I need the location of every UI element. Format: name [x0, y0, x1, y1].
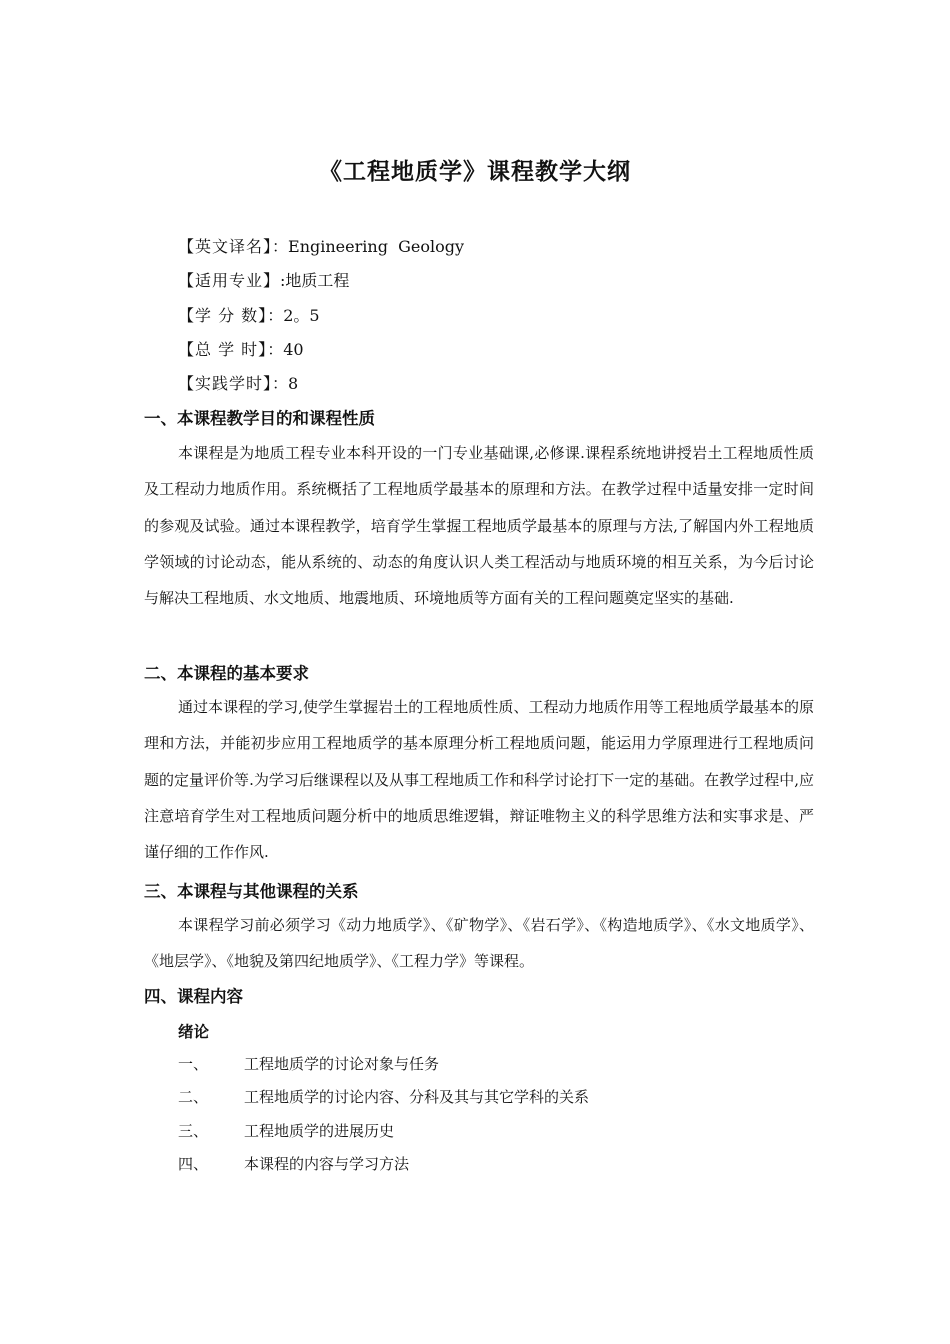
section-heading-requirements: 二、本课程的基本要求: [144, 664, 309, 683]
meta-value: 40: [283, 340, 304, 359]
meta-sep: :: [280, 271, 286, 290]
meta-major: [178, 270, 349, 292]
meta-value: Engineering Geology: [288, 237, 465, 256]
intro-heading: 绪论: [178, 1023, 210, 1041]
section-heading-relations: 三、本课程与其他课程的关系: [144, 882, 359, 901]
meta-total-hours: [178, 339, 304, 361]
item-text: 工程地质学的讨论内容、分科及其与其它学科的关系: [244, 1088, 590, 1106]
meta-sep: ：: [267, 340, 284, 359]
section-heading-content: 四、课程内容: [144, 987, 243, 1006]
item-number: 四、: [178, 1155, 209, 1173]
section-text-requirements: 通过本课程的学习,使学生掌握岩土的工程地质性质、工程动力地质作用等工程地质学最基本的原理和方法，并能初步应用工程地质学的基本原理分析工程地质问题，能运用力学原理进行工程地质问题的定量评价等.为学习后继课程以及从事工程地质工作和科学讨论打下一定的基础。在教学过程中,应注意培育学生对工程地质问题分析中的地质思维逻辑，辩证唯物主义的科学思维方法和实事求是、严谨仔细的工作作风.: [144, 698, 814, 862]
meta-sep: ：: [272, 237, 289, 256]
meta-value: 2。5: [283, 306, 320, 325]
meta-key: 【总 学 时】: [178, 340, 268, 359]
meta-key: 【英文译名】: [178, 237, 273, 256]
intro-item: [178, 1086, 589, 1108]
item-number: 一、: [178, 1055, 209, 1073]
intro-item: [178, 1120, 394, 1142]
item-text: 工程地质学的进展历史: [244, 1122, 395, 1140]
meta-value: 地质工程: [285, 271, 350, 290]
item-text: 工程地质学的讨论对象与任务: [244, 1055, 440, 1073]
meta-english-name: [178, 236, 464, 258]
meta-key: 【实践学时】: [178, 374, 273, 393]
meta-practice-hours: [178, 373, 298, 395]
section-text-purpose: 本课程是为地质工程专业本科开设的一门专业基础课,必修课.课程系统地讲授岩土工程地质性质及工程动力地质作用。系统概括了工程地质学最基本的原理和方法。在教学过程中适量安排一定时间的参观及试验。通过本课程教学，培育学生掌握工程地质学最基本的原理与方法,了解国内外工程地质学领域的讨论动态，能从系统的、动态的角度认识人类工程活动与地质环境的相互关系，为今后讨论与解决工程地质、水文地质、地震地质、环境地质等方面有关的工程问题奠定坚实的基础.: [144, 444, 814, 608]
item-text: 本课程的内容与学习方法: [244, 1155, 410, 1173]
meta-key: 【适用专业】: [178, 271, 281, 290]
item-number: 二、: [178, 1088, 209, 1106]
page-title: 《工程地质学》课程教学大纲: [319, 159, 631, 185]
meta-sep: ：: [267, 306, 284, 325]
intro-item: [178, 1153, 409, 1175]
section-text-relations: 本课程学习前必须学习《动力地质学》、《矿物学》、《岩石学》、《构造地质学》、《水文地质学》、《地层学》、《地貌及第四纪地质学》、《工程力学》等课程。: [144, 916, 814, 971]
meta-credits: [178, 305, 320, 327]
intro-item: [178, 1053, 439, 1075]
meta-sep: ：: [272, 374, 289, 393]
meta-value: 8: [288, 374, 299, 393]
section-heading-purpose: 一、本课程教学目的和课程性质: [144, 409, 375, 428]
item-number: 三、: [178, 1122, 209, 1140]
meta-key: 【学 分 数】: [178, 306, 268, 325]
